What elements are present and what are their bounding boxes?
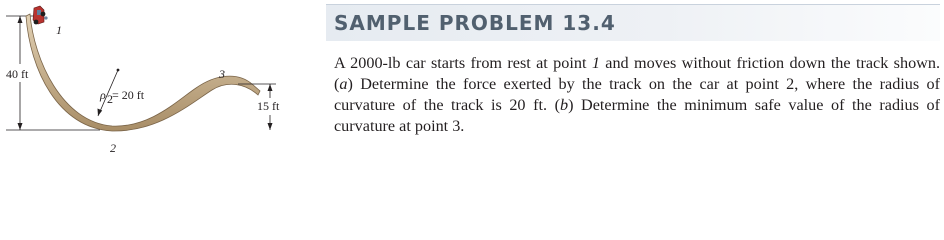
problem-statement xyxy=(334,53,940,137)
arrowhead-15-up xyxy=(268,84,273,91)
part-b-marker: b xyxy=(559,96,569,114)
arrowhead-up xyxy=(18,16,23,23)
radius-value: = 20 ft xyxy=(112,88,145,102)
curvature-center xyxy=(117,69,120,72)
height-40-label: 40 ft xyxy=(6,67,29,81)
radius-subscript: 2 xyxy=(107,92,113,106)
arrowhead-15-down xyxy=(268,123,273,130)
point-3-label: 3 xyxy=(219,67,225,81)
problem-text-2: and moves without friction down the track shown. ( xyxy=(334,54,940,93)
problem-text-3: ) Determine the force exerted by the track on the car at point 2, where the radius of curvature of the track is 20 ft. ( xyxy=(334,75,940,114)
part-a-marker: a xyxy=(339,75,348,93)
point-1-label: 1 xyxy=(56,23,62,37)
point-2-label: 2 xyxy=(110,141,116,155)
height-15-label: 15 ft xyxy=(257,99,280,113)
radius-symbol: ρ xyxy=(100,88,106,102)
height-dimension-40 xyxy=(6,16,100,130)
point-1-ref: 1 xyxy=(591,54,600,72)
arrowhead-down xyxy=(18,123,23,130)
radius-arrowhead xyxy=(98,109,103,117)
title-bar xyxy=(326,4,940,41)
sample-problem-title: SAMPLE PROBLEM 13.4 xyxy=(334,11,616,35)
problem-text-4: ) Determine the minimum safe value of the radius of curvature at point 3. xyxy=(334,96,940,135)
radius-indicator xyxy=(98,69,145,116)
problem-text-1: A 2000-lb car starts from rest at point xyxy=(334,54,592,72)
car-icon xyxy=(33,6,48,24)
track-diagram xyxy=(0,0,310,159)
track-figure xyxy=(0,0,310,159)
